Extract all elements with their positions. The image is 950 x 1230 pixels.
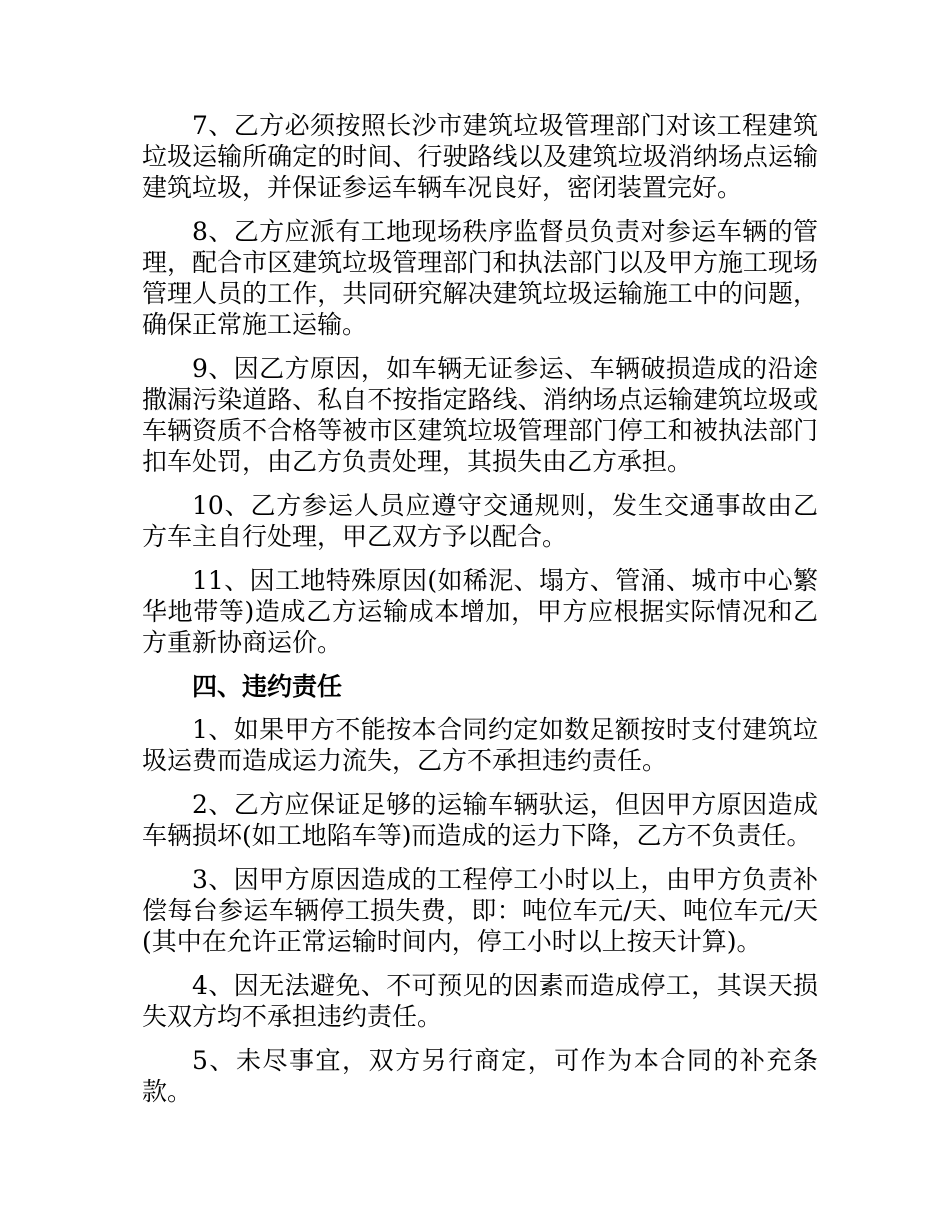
breach-clause-1: 1、如果甲方不能按本合同约定如数足额按时支付建筑垃圾运费而造成运力流失，乙方不承担违约责任。 <box>142 715 818 775</box>
clause-10: 10、乙方参运人员应遵守交通规则，发生交通事故由乙方车主自行处理，甲乙双方予以配合。 <box>142 491 818 551</box>
clause-8: 8、乙方应派有工地现场秩序监督员负责对参运车辆的管理，配合市区建筑垃圾管理部门和执法部门以及甲方施工现场管理人员的工作，共同研究解决建筑垃圾运输施工中的问题，确保正常施工运输。 <box>142 217 818 339</box>
breach-clause-3: 3、因甲方原因造成的工程停工小时以上，由甲方负责补偿每台参运车辆停工损失费，即：吨位车元/天、吨位车元/天(其中在允许正常运输时间内，停工小时以上按天计算)。 <box>142 865 818 956</box>
section-heading-breach-liability: 四、违约责任 <box>192 672 343 701</box>
clause-11: 11、因工地特殊原因(如稀泥、塌方、管涌、城市中心繁华地带等)造成乙方运输成本增加，甲方应根据实际情况和乙方重新协商运价。 <box>142 566 818 657</box>
breach-clause-2: 2、乙方应保证足够的运输车辆驮运，但因甲方原因造成车辆损坏(如工地陷车等)而造成的运力下降，乙方不负责任。 <box>142 790 818 850</box>
clause-7: 7、乙方必须按照长沙市建筑垃圾管理部门对该工程建筑垃圾运输所确定的时间、行驶路线以及建筑垃圾消纳场点运输建筑垃圾，并保证参运车辆车况良好，密闭装置完好。 <box>142 111 818 202</box>
breach-clause-5: 5、未尽事宜，双方另行商定，可作为本合同的补充条款。 <box>142 1046 818 1106</box>
document-body <box>142 110 818 1120</box>
breach-clause-4: 4、因无法避免、不可预见的因素而造成停工，其误天损失双方均不承担违约责任。 <box>142 971 818 1031</box>
clause-9: 9、因乙方原因，如车辆无证参运、车辆破损造成的沿途撒漏污染道路、私自不按指定路线、消纳场点运输建筑垃圾或车辆资质不合格等被市区建筑垃圾管理部门停工和被执法部门扣车处罚，由乙方负责处理，其损失由乙方承担。 <box>142 354 818 476</box>
